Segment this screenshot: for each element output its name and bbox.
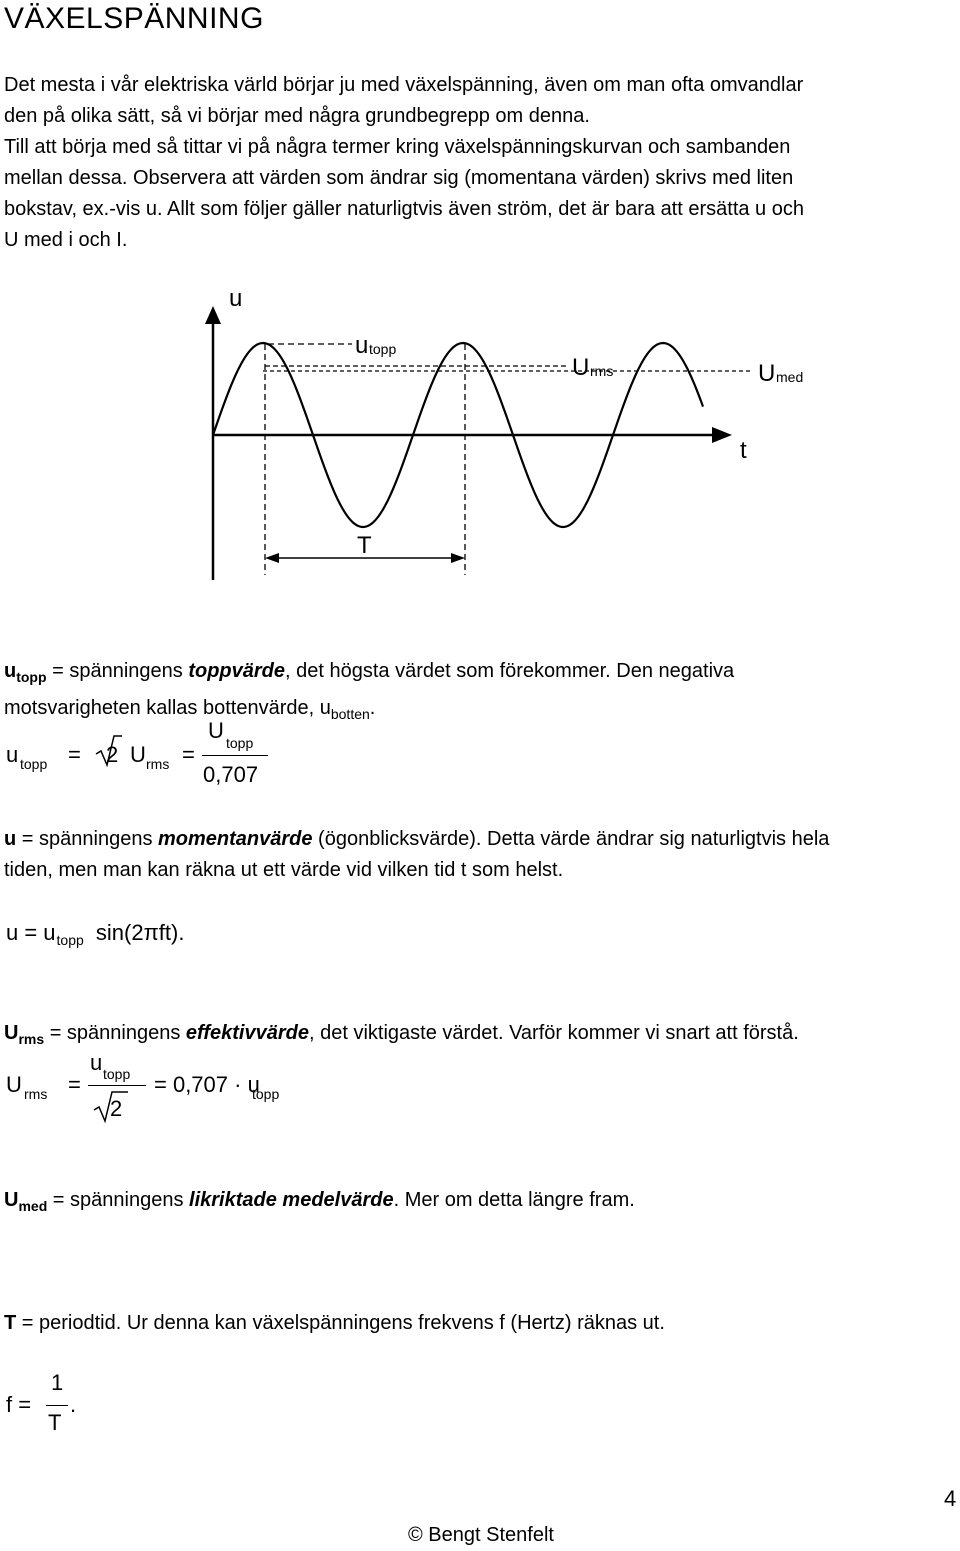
intro-line: U med i och I. (4, 229, 128, 251)
page-title: VÄXELSPÄNNING (4, 2, 264, 35)
urms-rest: , det viktigaste värdet. Varför kommer vi snart att förstå. (308, 1022, 799, 1044)
umed-eq: = spänningens (47, 1189, 190, 1211)
intro-line: Det mesta i vår elektriska värld börjar ju med växelspänning, även om man ofta omvandlar (4, 74, 804, 96)
urms-term-sub: rms (18, 1031, 45, 1047)
formula-urms-num: u (90, 1050, 103, 1075)
formula-u-rhs: sin(2πft). (95, 920, 185, 945)
formula-utopp-sqrt-arg: 2 (106, 742, 119, 767)
formula-utopp-num: U (208, 718, 224, 743)
period-label: T (357, 532, 372, 559)
umed-term-sub: med (18, 1198, 48, 1214)
u-line2: tiden, men man kan räkna ut ett värde vid vilken tid t som helst. (4, 859, 564, 881)
x-axis-label: t (740, 437, 747, 464)
formula-urms-lhs-sub: rms (24, 1086, 48, 1102)
u-rest: (ögonblicksvärde). Detta värde ändrar sig naturligtvis hela (312, 828, 830, 850)
formula-u-lhs: u = u (6, 920, 56, 945)
x-axis-arrow (712, 427, 732, 443)
u-definition (4, 824, 954, 886)
umed-rest: . Mer om detta längre fram. (393, 1189, 635, 1211)
formula-u-sub: topp (56, 932, 84, 949)
urms-keyword: effektivvärde (185, 1022, 309, 1044)
umed-label: U (758, 360, 776, 387)
utopp-term-sub: topp (16, 669, 47, 685)
utopp-eq: = spänningens (46, 660, 189, 682)
formula-f-end: . (70, 1392, 77, 1417)
urms-term: U (4, 1022, 19, 1044)
intro-line: mellan dessa. Observera att värden som ändrar sig (momentana värden) skrivs med liten (4, 167, 794, 189)
fraction-line (88, 1085, 146, 1086)
urms-label-sub: rms (590, 363, 614, 379)
y-axis-arrow (205, 306, 221, 324)
urms-label: U (572, 354, 590, 381)
intro-line: den på olika sätt, så vi börjar med några grundbegrepp om denna. (4, 105, 590, 127)
formula-urms-rhs-sub: topp (252, 1086, 280, 1102)
formula-utopp-num-sub: topp (226, 735, 254, 751)
intro-paragraph (4, 70, 954, 256)
ac-waveform-diagram (0, 270, 960, 600)
u-eq: = spänningens (16, 828, 158, 850)
formula-urms-eq2: = 0,707 · u (154, 1072, 260, 1097)
formula-u (6, 920, 184, 948)
formula-f-den: T (48, 1410, 62, 1435)
formula-urms-sqrt-arg: 2 (110, 1096, 123, 1121)
formula-urms-lhs: U (6, 1072, 22, 1097)
fraction-line (46, 1405, 68, 1406)
utopp-line2-end: . (369, 697, 376, 719)
formula-utopp-mid: U (130, 742, 146, 767)
t-definition (4, 1308, 954, 1339)
intro-line: bokstav, ex.-vis u. Allt som följer gäller naturligtvis även ström, det är bara att ersätta u och (4, 198, 804, 220)
formula-utopp-lhs-sub: topp (20, 756, 48, 772)
page-number: 4 (944, 1486, 957, 1511)
formula-utopp-eq1: = (68, 742, 81, 767)
u-term: u (4, 828, 17, 850)
umed-definition (4, 1185, 954, 1222)
u-keyword: momentanvärde (158, 828, 313, 850)
formula-urms-num-sub: topp (103, 1066, 131, 1082)
utopp-keyword: toppvärde (188, 660, 286, 682)
formula-f-num: 1 (51, 1370, 64, 1395)
formula-utopp-lhs: u (6, 742, 19, 767)
umed-label-sub: med (776, 369, 804, 385)
utopp-line2: motsvarigheten kallas bottenvärde, u (4, 697, 331, 719)
urms-definition (4, 1018, 954, 1055)
formula-urms-eq1: = (68, 1072, 81, 1097)
utopp-line2-sub: botten (330, 706, 370, 722)
formula-utopp-mid-sub: rms (146, 756, 170, 772)
fraction-line (202, 755, 268, 756)
utopp-term: u (4, 660, 17, 682)
intro-line: Till att börja med så tittar vi på några termer kring växelspänningskurvan och sambanden (4, 136, 791, 158)
urms-eq: = spänningens (44, 1022, 186, 1044)
t-rest: = periodtid. Ur denna kan växelspänningens frekvens f (Hertz) räknas ut. (16, 1312, 665, 1334)
footer-copyright: © Bengt Stenfelt (408, 1524, 554, 1546)
umed-keyword: likriktade medelvärde (189, 1189, 394, 1211)
utopp-rest: , det högsta värdet som förekommer. Den negativa (285, 660, 735, 682)
formula-utopp-den: 0,707 (203, 762, 259, 787)
y-axis-label: u (229, 285, 243, 312)
utopp-label: u (355, 332, 369, 359)
utopp-label-sub: topp (369, 341, 397, 357)
utopp-definition (4, 656, 954, 730)
t-term: T (4, 1312, 17, 1334)
umed-term: U (4, 1189, 19, 1211)
formula-f-lhs: f = (6, 1392, 32, 1417)
formula-utopp-eq2: = (182, 742, 195, 767)
